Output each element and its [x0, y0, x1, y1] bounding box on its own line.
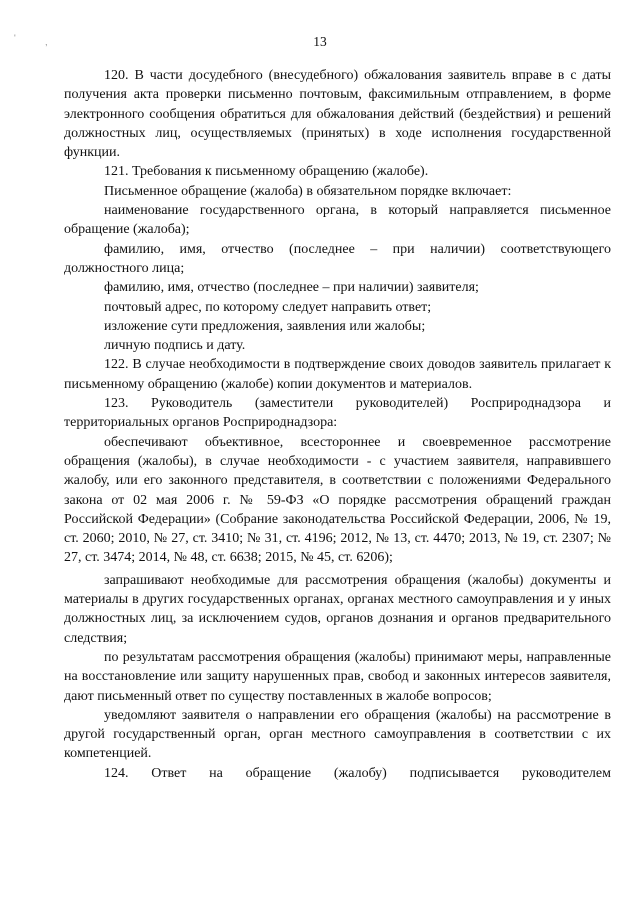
list-item: обеспечивают объективное, всестороннее и своевременное рассмотрение обращения (жалобы), в случае необходимости - с участием заявителя, направившего жалобу, или его законного представителя, в соответствии с положениями Федерального закона от 02 мая 2006 г. № 59-ФЗ «О порядке рассмотрения обращений граждан Российской Федерации» (Собрание законодательства Российской Федерации, 2006, № 19, ст. 2060; 2010, № 27, ст. 3410; № 31, ст. 4196; 2012, № 13, ст. 4470; 2013, № 19, ст. 2307; № 27, ст. 3474; 2014, № 48, ст. 6638; 2015, № 45, ст. 6206);: [64, 434, 611, 566]
page-number: 13: [313, 34, 327, 49]
list-item: изложение сути предложения, заявления или жалобы;: [104, 318, 426, 334]
scan-mark: ,: [45, 37, 48, 47]
list-item: фамилию, имя, отчество (последнее – при наличии) соответствующего должностного лица;: [64, 241, 611, 276]
paragraph-124: 124. Ответ на обращение (жалобу) подписывается руководителем: [104, 765, 611, 781]
list-item: личную подпись и дату.: [104, 338, 246, 354]
paragraph-123: 123. Руководитель (заместители руководителей) Росприроднадзора и территориальных органов Росприроднадзора:: [64, 396, 611, 431]
paragraph-121: 121. Требования к письменному обращению (жалобе).: [104, 164, 429, 180]
paragraph-122: 122. В случае необходимости в подтверждение своих доводов заявитель прилагает к письменному обращению (жалобе) копии документов и материалов.: [64, 357, 611, 392]
list-item: по результатам рассмотрения обращения (жалобы) принимают меры, направленные на восстановление или защиту нарушенных прав, свобод и законных интересов заявителя, дают письменный ответ по существу поставленных в жалобе вопросов;: [64, 649, 611, 704]
paragraph-120: 120. В части досудебного (внесудебного) обжалования заявитель вправе в с даты получения акта проверки письменно почтовым, факсимильным отправлением, в форме электронного сообщения обратиться для обжалования действий (бездействия) и решений должностных лиц, осуществляемых (принятых) в ходе исполнения государственной функции.: [64, 68, 611, 161]
paragraph: Письменное обращение (жалоба) в обязательном порядке включает:: [104, 183, 512, 199]
list-item: наименование государственного органа, в который направляется письменное обращение (жалоба);: [64, 203, 611, 238]
list-item: запрашивают необходимые для рассмотрения обращения (жалобы) документы и материалы в других государственных органах, органах местного самоуправления и у иных должностных лиц, за исключением судов, органов дознания и органов предварительного следствия;: [64, 572, 611, 646]
scan-mark: ': [14, 33, 16, 43]
document-body: [64, 66, 611, 783]
list-item: уведомляют заявителя о направлении его обращения (жалобы) на рассмотрение в другой государственный орган, орган местного самоуправления в соответствии с их компетенцией.: [64, 707, 611, 762]
list-item: фамилию, имя, отчество (последнее – при наличии) заявителя;: [104, 280, 479, 296]
list-item: почтовый адрес, по которому следует направить ответ;: [104, 299, 432, 315]
